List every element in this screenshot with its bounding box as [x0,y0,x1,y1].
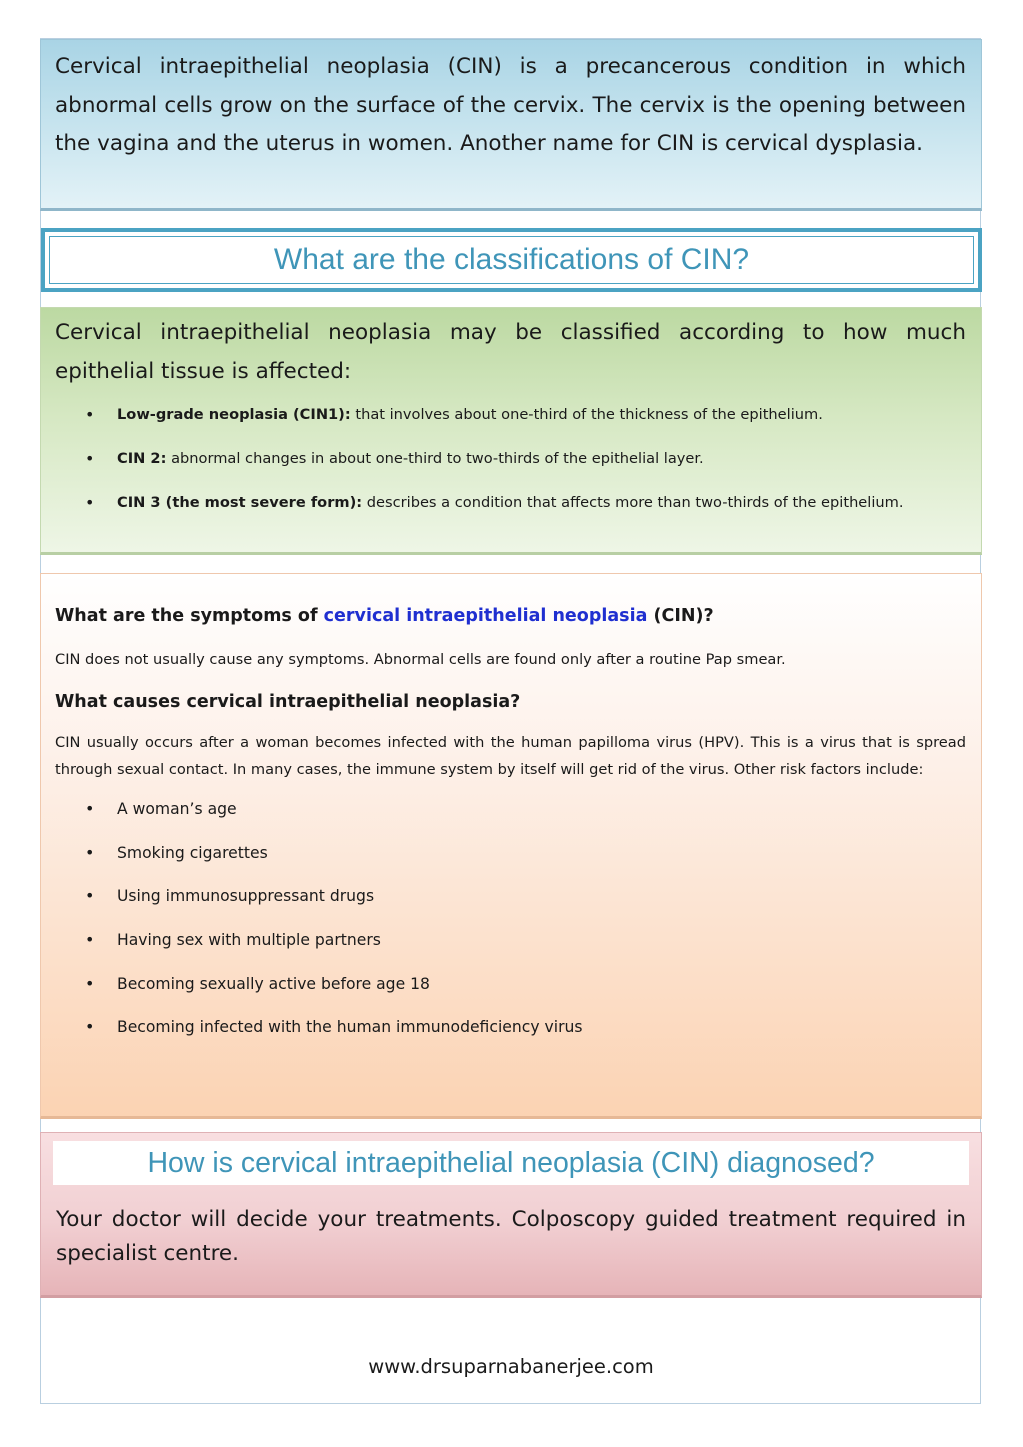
diagnosis-heading: How is cervical intraepithelial neoplasia (CIN) diagnosed? [53,1141,969,1185]
list-item-term: CIN 2: [117,450,167,467]
list-item: • Becoming infected with the human immunodeficiency virus [55,1017,966,1037]
list-item [55,449,966,469]
list-item: • Smoking cigarettes [55,843,966,863]
list-item [55,405,966,425]
list-item: • Using immunosuppressant drugs [55,886,966,906]
list-item [55,493,966,513]
list-item: • A woman’s age [55,799,966,819]
symptoms-text: CIN does not usually cause any symptoms. Abnormal cells are found only after a routine Pap smear. [55,651,786,668]
intro-text: Cervical intraepithelial neoplasia (CIN) is a precancerous condition in which abnormal cells grow on the surface of the cervix. The cervix is the opening between the vagina and the uterus in women. Another name for CIN is cervical dysplasia. [55,54,966,156]
list-item-desc: describes a condition that affects more than two-thirds of the epithelium. [362,494,904,511]
diagnosis-panel [40,1132,982,1298]
list-item-desc: abnormal changes in about one-third to two-thirds of the epithelial layer. [166,450,704,467]
list-item-desc: that involves about one-third of the thickness of the epithelium. [350,406,823,423]
footer-website[interactable]: www.drsuparnabanerjee.com [368,1355,654,1378]
diagnosis-text: Your doctor will decide your treatments. Colposcopy guided treatment required in specialist centre. [56,1207,966,1266]
symptoms-causes-panel [40,573,982,1119]
classifications-heading: What are the classifications of CIN? [49,236,974,284]
symptoms-heading-prefix: What are the symptoms of [55,606,324,626]
risk-factors-list [55,799,966,1037]
classifications-heading-box [41,228,982,292]
symptoms-heading [55,604,966,628]
classifications-intro: Cervical intraepithelial neoplasia may be classified according to how much epithelial tissue is affected: [55,320,966,384]
list-item-term: Low-grade neoplasia (CIN1): [117,406,351,423]
list-item-term: CIN 3 (the most severe form): [117,494,363,511]
list-item: • Becoming sexually active before age 18 [55,974,966,994]
classifications-panel [40,307,982,555]
symptoms-heading-suffix: (CIN)? [647,606,714,626]
intro-panel [40,39,982,211]
list-item: • Having sex with multiple partners [55,930,966,950]
classifications-list [55,405,966,513]
causes-text: CIN usually occurs after a woman becomes infected with the human papilloma virus (HPV). This is a virus that is spread through sexual contact. In many cases, the immune system by itself will get rid of the virus. Other risk factors include: [55,734,966,778]
cin-link[interactable]: cervical intraepithelial neoplasia [323,606,648,626]
causes-heading: What causes cervical intraepithelial neoplasia? [55,692,521,712]
